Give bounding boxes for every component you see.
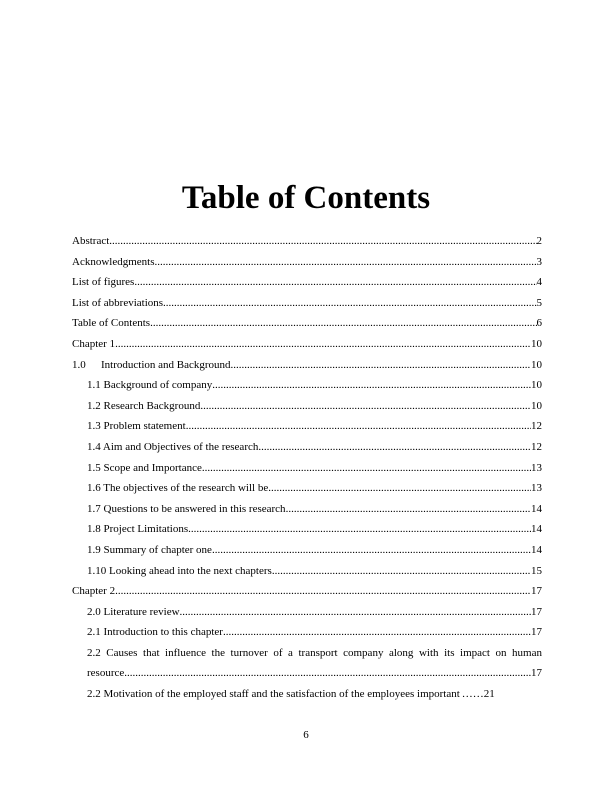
toc-entry-label: 2.1 Introduction to this chapter <box>87 626 223 639</box>
toc-entry-label: 1.7 Questions to be answered in this research <box>87 502 286 515</box>
toc-entry-label: 1.4 Aim and Objectives of the research <box>87 440 259 453</box>
toc-entry-label: 1.5 Scope and Importance <box>87 461 202 474</box>
dot-leader <box>188 521 531 537</box>
toc-entry-page: 3 <box>536 255 542 268</box>
toc-entry-page: 17 <box>531 605 542 618</box>
toc-entry-label: Chapter 2 <box>72 585 116 598</box>
toc-entry-page: 15 <box>531 564 542 577</box>
dot-leader <box>115 336 531 352</box>
toc-entry-label: 1.9 Summary of chapter one <box>87 543 212 556</box>
dot-leader <box>286 501 531 517</box>
toc-entry-2-2-motivation[interactable] <box>72 686 542 707</box>
dot-leader <box>212 377 531 393</box>
toc-entry-page: 21 <box>483 688 495 701</box>
toc-entry-page: 13 <box>531 461 542 474</box>
toc-entry-label: 1.3 Problem statement <box>87 420 186 433</box>
toc-entry-chapter-2[interactable] <box>72 583 542 604</box>
page-number: 6 <box>303 729 309 741</box>
dot-leader <box>200 398 531 414</box>
toc-entry-page: 14 <box>531 502 542 515</box>
dot-leader <box>163 295 536 311</box>
toc-entry-label: Introduction and Background <box>101 358 231 371</box>
toc-entry-label: 1.6 The objectives of the research will be <box>87 482 269 495</box>
toc-entry-page: 4 <box>536 276 542 289</box>
dot-leader <box>186 418 531 434</box>
toc-entry-1-9[interactable] <box>72 542 542 563</box>
toc-entry-page: 12 <box>531 440 542 453</box>
toc-entry-1-3[interactable] <box>72 418 542 439</box>
toc-entry-abstract[interactable] <box>72 233 542 254</box>
toc-entry-list-of-abbreviations[interactable] <box>72 295 542 316</box>
dot-leader <box>154 254 536 270</box>
dot-leader <box>272 563 531 579</box>
toc-entry-page: 5 <box>536 296 542 309</box>
toc-entry-page: 12 <box>531 420 542 433</box>
toc-entry-page: 10 <box>531 337 542 350</box>
toc-entry-label: List of figures <box>72 276 135 289</box>
toc-entry-page: 10 <box>531 399 542 412</box>
toc-entry-table-of-contents[interactable] <box>72 315 542 336</box>
dot-leader <box>212 542 531 558</box>
toc-entry-label-continued: resource <box>87 667 125 680</box>
dot-leader <box>150 315 536 331</box>
dot-leader <box>134 274 536 290</box>
toc-entry-list-of-figures[interactable] <box>72 274 542 295</box>
toc-entry-label: 1.2 Research Background <box>87 399 201 412</box>
toc-entry-label: 1.10 Looking ahead into the next chapters <box>87 564 272 577</box>
toc-entry-page: 2 <box>536 235 542 247</box>
toc-entry-chapter-1[interactable] <box>72 336 542 357</box>
page-title: Table of Contents <box>181 180 431 216</box>
toc-entry-1-2[interactable] <box>72 398 542 419</box>
dot-leader: …… <box>461 688 484 701</box>
toc-entry-page: 13 <box>531 482 542 495</box>
toc-entry-2-2-causes[interactable] <box>72 645 542 686</box>
toc-entry-1-1[interactable] <box>72 377 542 398</box>
dot-leader <box>124 665 531 681</box>
toc-entry-page: 14 <box>531 543 542 556</box>
dot-leader <box>268 480 531 496</box>
toc-entry-1-8[interactable] <box>72 521 542 542</box>
toc-entry-page: 10 <box>531 379 542 392</box>
toc-entry-label: 1.8 Project Limitations <box>87 523 189 536</box>
toc-entry-acknowledgments[interactable] <box>72 254 542 275</box>
dot-leader <box>109 233 536 249</box>
toc-entry-label: Acknowledgments <box>72 255 155 268</box>
toc-entry-label: Abstract <box>72 235 110 247</box>
dot-leader <box>223 624 531 640</box>
toc-entry-label: List of abbreviations <box>72 296 164 309</box>
toc-entry-page: 17 <box>531 667 542 680</box>
toc-entry-page: 17 <box>531 626 542 639</box>
toc-entry-2-1[interactable] <box>72 624 542 645</box>
toc-entry-page: 17 <box>531 585 542 598</box>
dot-leader <box>115 583 531 599</box>
toc-entry-1-10[interactable] <box>72 563 542 584</box>
table-of-contents <box>72 233 542 707</box>
toc-entry-1-6[interactable] <box>72 480 542 501</box>
toc-entry-1-5[interactable] <box>72 460 542 481</box>
toc-entry-label: 2.0 Literature review <box>87 605 180 618</box>
toc-entry-1-4[interactable] <box>72 439 542 460</box>
toc-entry-section-1-0[interactable] <box>72 357 542 378</box>
toc-entry-label: 2.2 Motivation of the employed staff and the satisfaction of the employees important <box>87 688 460 701</box>
toc-entry-page: 6 <box>536 317 542 330</box>
toc-entry-page: 10 <box>531 358 542 371</box>
dot-leader <box>180 604 531 620</box>
toc-section-number: 1.0 <box>72 358 86 371</box>
toc-entry-label: Chapter 1 <box>72 337 116 350</box>
toc-entry-1-7[interactable] <box>72 501 542 522</box>
toc-entry-label: Table of Contents <box>72 317 151 330</box>
toc-entry-label: 1.1 Background of company <box>87 379 213 392</box>
toc-entry-page: 14 <box>531 523 542 536</box>
dot-leader <box>231 357 531 373</box>
toc-entry-label: 2.2 Causes that influence the turnover of a transport company along with its impact on human <box>87 646 542 659</box>
dot-leader <box>202 460 531 476</box>
toc-entry-2-0[interactable] <box>72 604 542 625</box>
dot-leader <box>258 439 531 455</box>
